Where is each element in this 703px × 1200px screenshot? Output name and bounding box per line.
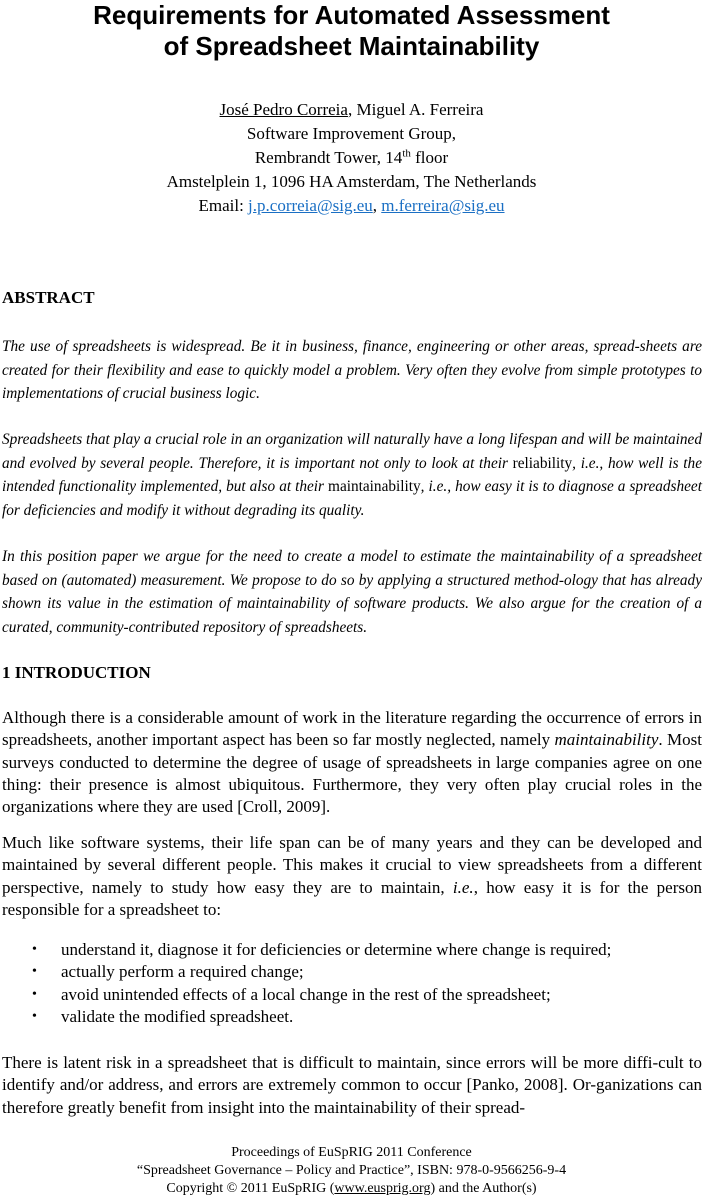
abstract-p2-text-a: Spreadsheets that play a crucial role in an organization will naturally have a long lifespan and will be maintained and evolved by several people. Therefore, it is important not only to look at their xyxy=(2,431,702,472)
list-item-text: actually perform a required change; xyxy=(61,962,304,982)
author-ferreira: Miguel A. Ferreira xyxy=(356,100,484,119)
intro-p1-text-c: . Most surveys conducted to determine the degree of usage of spreadsheets in large companies agree on one thing: their presence is almost ubiquitous. Furthermore, they very often play crucial roles in the organizations where they are used [Croll, 2009]. xyxy=(2,730,702,817)
abstract-paragraph-3: In this position paper we argue for the need to create a model to estimate the maintainability of a spreadsheet based on (automated) measurement. We propose to do so by applying a structured method-ology that has already shown its value in the estimation of maintainability of software products. We also argue for the creation of a curated, community-contributed repository of spreadsheets. xyxy=(2,548,702,636)
building-floor: floor xyxy=(410,148,449,167)
abstract-paragraph-2 xyxy=(2,428,702,522)
email-link-correia[interactable]: j.p.correia@sig.eu xyxy=(248,196,373,215)
intro-paragraph-1 xyxy=(2,707,702,818)
abstract-paragraph-1: The use of spreadsheets is widespread. Be it in business, finance, engineering or other areas, spread-sheets are created for their flexibility and ease to quickly model a problem. Very often they evolve from simple prototypes to implementations of crucial business logic. xyxy=(2,338,702,403)
building-text: Rembrandt Tower, 14 xyxy=(254,148,403,167)
title-line-1: Requirements for Automated Assessment xyxy=(93,0,610,30)
affiliation-address: Amstelplein 1, 1096 HA Amsterdam, The Netherlands xyxy=(166,172,537,191)
list-item xyxy=(0,939,703,961)
copyright-text-b: ) and the Author(s) xyxy=(430,1181,537,1196)
email-separator: , xyxy=(372,196,382,215)
bullet-icon: • xyxy=(32,986,37,1002)
intro-p2-text-a: Much like software systems, their life span can be of many years and they can be developed and maintained by several different people. This makes it crucial to view spreadsheets from a different perspective, namely to study how easy they are to maintain, xyxy=(2,833,702,897)
list-item-text: understand it, diagnose it for deficiencies or determine where change is required; xyxy=(61,940,612,959)
term-reliability: reliability xyxy=(512,454,573,472)
abstract-heading: ABSTRACT xyxy=(2,288,95,307)
intro-p1-text-a: Although there is a considerable amount of work in the literature regarding the occurrence of errors in spreadsheets, another important aspect has been so far mostly neglected, namely xyxy=(2,708,702,750)
introduction-heading: 1 INTRODUCTION xyxy=(2,663,151,682)
term-maintainability: maintainability xyxy=(328,478,421,496)
intro-paragraph-2 xyxy=(2,832,702,921)
bullet-icon: • xyxy=(32,964,37,980)
building-ordinal: th xyxy=(402,147,411,160)
abstract-p2-text-c: , i.e., how well is the intended functionality implemented, but also at their xyxy=(2,454,702,496)
author-correia[interactable]: José Pedro Correia xyxy=(219,100,348,119)
author-block xyxy=(0,98,703,218)
footer-copyright xyxy=(0,1180,703,1198)
email-line xyxy=(0,194,703,218)
intro-p2-text-c: , how easy it is for the person responsible for a spreadsheet to: xyxy=(2,877,702,919)
email-label: Email: xyxy=(198,196,249,215)
intro-term-maintainability: maintainability xyxy=(554,730,659,750)
list-item-text: avoid unintended effects of a local change in the rest of the spreadsheet; xyxy=(61,984,551,1004)
page-footer xyxy=(0,1144,703,1198)
bullet-icon: • xyxy=(32,1008,37,1024)
list-item xyxy=(0,961,703,983)
eusprig-link[interactable]: www.eusprig.org xyxy=(334,1181,431,1196)
bullet-icon: • xyxy=(32,942,37,957)
affiliation-building xyxy=(0,146,703,170)
list-item-text: validate the modified spreadsheet. xyxy=(61,1006,294,1026)
list-item xyxy=(0,1006,703,1028)
list-item xyxy=(0,984,703,1006)
copyright-text-a: Copyright © 2011 EuSpRIG ( xyxy=(166,1181,335,1196)
maintenance-task-list xyxy=(0,939,703,1028)
affiliation-org: Software Improvement Group, xyxy=(246,124,457,143)
title-line-2: of Spreadsheet Maintainability xyxy=(163,31,540,61)
paper-title xyxy=(0,0,703,62)
abstract-p2-text-e: , i.e., how easy it is to diagnose a spreadsheet for deficiencies and modify it without degrading its quality. xyxy=(2,478,702,519)
intro-paragraph-3: There is latent risk in a spreadsheet that is difficult to maintain, since errors will be more diffi-cult to identify and/or address, and errors are extremely common to occur [Panko, 2008]. Or-ganizations can therefore greatly benefit from insight into the maintainability of their spread- xyxy=(2,1053,702,1117)
intro-term-ie: i.e. xyxy=(452,877,474,897)
author-separator: , xyxy=(347,100,357,119)
footer-proceedings: Proceedings of EuSpRIG 2011 Conference xyxy=(231,1145,472,1160)
footer-conference: “Spreadsheet Governance – Policy and Practice”, ISBN: 978-0-9566256-9-4 xyxy=(136,1163,567,1178)
email-link-ferreira[interactable]: m.ferreira@sig.eu xyxy=(381,196,505,215)
author-names xyxy=(0,98,703,122)
